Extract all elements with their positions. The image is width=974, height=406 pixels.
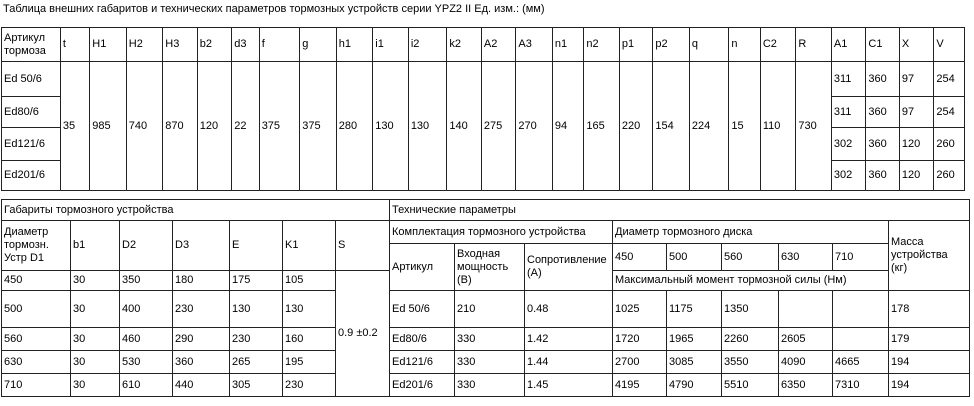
header-cell: K1 bbox=[283, 221, 336, 271]
table-cell: 1025 bbox=[613, 291, 667, 328]
table-cell: 4090 bbox=[779, 351, 833, 374]
table-cell: Ed80/6 bbox=[390, 328, 455, 351]
common-cell: 22 bbox=[232, 62, 259, 191]
table-cell: 254 bbox=[934, 62, 965, 97]
table-cell: 260 bbox=[934, 161, 965, 191]
table-row bbox=[2, 351, 970, 374]
table-cell: 194 bbox=[889, 374, 970, 397]
article-cell: Ed 50/6 bbox=[2, 62, 61, 97]
table-cell: 3085 bbox=[667, 351, 722, 374]
table-cell: 178 bbox=[889, 291, 970, 328]
table-cell: 130 bbox=[230, 291, 283, 328]
header-cell: R bbox=[796, 28, 832, 62]
external-dimensions-table bbox=[1, 27, 965, 191]
table-cell: 4790 bbox=[667, 374, 722, 397]
table-cell: 97 bbox=[899, 62, 934, 97]
table-cell: 530 bbox=[120, 351, 173, 374]
table-cell: 360 bbox=[866, 128, 899, 161]
table-cell: 7310 bbox=[833, 374, 889, 397]
table-cell: 230 bbox=[230, 328, 283, 351]
table-cell: 3550 bbox=[722, 351, 779, 374]
common-cell: 130 bbox=[373, 62, 409, 191]
header-cell: D2 bbox=[120, 221, 173, 271]
common-cell: 35 bbox=[60, 62, 89, 191]
header-cell: b2 bbox=[197, 28, 232, 62]
header-cell: D3 bbox=[173, 221, 230, 271]
common-cell: 130 bbox=[408, 62, 447, 191]
header-cell: C2 bbox=[760, 28, 796, 62]
common-cell: 140 bbox=[447, 62, 482, 191]
disk-diameter-cell: 450 bbox=[613, 244, 667, 271]
header-cell: d3 bbox=[232, 28, 259, 62]
common-cell: 870 bbox=[163, 62, 198, 191]
common-cell: 375 bbox=[300, 62, 337, 191]
header-cell: Сопротивление (А) bbox=[525, 244, 613, 291]
s-value-cell: 0.9 ±0.2 bbox=[336, 271, 390, 397]
table-cell: 610 bbox=[120, 374, 173, 397]
header-cell: A1 bbox=[831, 28, 866, 62]
table-cell: 230 bbox=[283, 374, 336, 397]
common-cell: 375 bbox=[259, 62, 300, 191]
table-caption: Таблица внешних габаритов и технических параметров тормозных устройств серии YPZ2 II Ед. изм.: (мм) bbox=[3, 3, 545, 15]
table-cell: 360 bbox=[173, 351, 230, 374]
table-cell: 311 bbox=[831, 97, 866, 128]
table-cell: 360 bbox=[866, 161, 899, 191]
common-cell: 280 bbox=[336, 62, 373, 191]
table-cell: 179 bbox=[889, 328, 970, 351]
table-cell: 630 bbox=[2, 351, 71, 374]
header-cell: n2 bbox=[584, 28, 620, 62]
common-cell: 94 bbox=[552, 62, 583, 191]
table-cell: 560 bbox=[2, 328, 71, 351]
common-cell: 224 bbox=[689, 62, 729, 191]
table-cell: 1965 bbox=[667, 328, 722, 351]
brake-parameters-table bbox=[1, 199, 970, 397]
header-cell: X bbox=[899, 28, 934, 62]
table-cell: 0.48 bbox=[525, 291, 613, 328]
table-cell: 2605 bbox=[779, 328, 833, 351]
table-cell bbox=[833, 328, 889, 351]
table-cell: 305 bbox=[230, 374, 283, 397]
table-cell: 710 bbox=[2, 374, 71, 397]
table-cell: 311 bbox=[831, 62, 866, 97]
disk-diameter-cell: 630 bbox=[779, 244, 833, 271]
table-cell: 2260 bbox=[722, 328, 779, 351]
table-cell: 120 bbox=[899, 128, 934, 161]
header-cell: n1 bbox=[552, 28, 583, 62]
header-cell: p2 bbox=[653, 28, 690, 62]
header-cell: H2 bbox=[126, 28, 163, 62]
table-cell: 2700 bbox=[613, 351, 667, 374]
article-cell: Ed121/6 bbox=[2, 128, 61, 161]
table-cell: 210 bbox=[455, 291, 525, 328]
common-cell: 154 bbox=[653, 62, 690, 191]
table-row bbox=[2, 62, 965, 97]
header-cell: i1 bbox=[373, 28, 409, 62]
article-cell: Ed80/6 bbox=[2, 97, 61, 128]
common-cell: 110 bbox=[760, 62, 796, 191]
table-cell: 175 bbox=[230, 271, 283, 291]
header-cell: g bbox=[300, 28, 337, 62]
table-cell: 1.42 bbox=[525, 328, 613, 351]
table-cell: 330 bbox=[455, 374, 525, 397]
table-cell: 460 bbox=[120, 328, 173, 351]
disk-diameter-cell: 560 bbox=[722, 244, 779, 271]
table-cell: 500 bbox=[2, 291, 71, 328]
common-cell: 730 bbox=[796, 62, 832, 191]
table-cell: 450 bbox=[2, 271, 71, 291]
article-cell: Ed201/6 bbox=[2, 161, 61, 191]
table-cell: 30 bbox=[71, 271, 120, 291]
header-cell: Артикул тормоза bbox=[2, 28, 61, 62]
header-cell: E bbox=[230, 221, 283, 271]
table-cell: 180 bbox=[173, 271, 230, 291]
mass-title-cell: Масса устройства (кг) bbox=[889, 221, 970, 291]
header-cell: h1 bbox=[336, 28, 373, 62]
table-cell: 30 bbox=[71, 328, 120, 351]
header-row bbox=[2, 28, 965, 62]
header-cell: k2 bbox=[447, 28, 482, 62]
table-cell: 1350 bbox=[722, 291, 779, 328]
table-cell: 105 bbox=[283, 271, 336, 291]
header-cell: Артикул bbox=[390, 244, 455, 291]
header-cell: A2 bbox=[481, 28, 516, 62]
common-cell: 740 bbox=[126, 62, 163, 191]
table-cell: 1720 bbox=[613, 328, 667, 351]
table-cell: 330 bbox=[455, 328, 525, 351]
table-cell: 230 bbox=[173, 291, 230, 328]
header-cell: Входная мощность (В) bbox=[455, 244, 525, 291]
disk-diameter-cell: 500 bbox=[667, 244, 722, 271]
header-cell: p1 bbox=[619, 28, 652, 62]
table-cell bbox=[833, 291, 889, 328]
header-cell: q bbox=[689, 28, 729, 62]
table-cell: 265 bbox=[230, 351, 283, 374]
kit-title-cell: Комплектация тормозного устройства bbox=[390, 221, 613, 244]
header-cell: i2 bbox=[408, 28, 447, 62]
torque-title-cell: Максимальный момент тормозной силы (Нм) bbox=[613, 271, 889, 291]
table-row bbox=[2, 328, 970, 351]
table-cell: 350 bbox=[120, 271, 173, 291]
common-cell: 220 bbox=[619, 62, 652, 191]
table-cell: 440 bbox=[173, 374, 230, 397]
common-cell: 165 bbox=[584, 62, 620, 191]
header-cell: V bbox=[934, 28, 965, 62]
table-cell: 4195 bbox=[613, 374, 667, 397]
table-cell: 1175 bbox=[667, 291, 722, 328]
table-cell: 30 bbox=[71, 291, 120, 328]
table-cell: 6350 bbox=[779, 374, 833, 397]
header-cell: t bbox=[60, 28, 89, 62]
table-cell: 400 bbox=[120, 291, 173, 328]
table-cell: 30 bbox=[71, 351, 120, 374]
table-cell: Ed201/6 bbox=[390, 374, 455, 397]
table-cell: 195 bbox=[283, 351, 336, 374]
header-cell: H1 bbox=[90, 28, 127, 62]
header-cell: C1 bbox=[866, 28, 899, 62]
common-cell: 985 bbox=[90, 62, 127, 191]
table-cell bbox=[779, 291, 833, 328]
common-cell: 275 bbox=[481, 62, 516, 191]
table-cell: 120 bbox=[899, 161, 934, 191]
table-cell: 4665 bbox=[833, 351, 889, 374]
table-cell: 260 bbox=[934, 128, 965, 161]
table-row bbox=[2, 291, 970, 328]
table-cell: 5510 bbox=[722, 374, 779, 397]
header-cell: b1 bbox=[71, 221, 120, 271]
table-cell: 290 bbox=[173, 328, 230, 351]
table-cell: 130 bbox=[283, 291, 336, 328]
table-cell: 254 bbox=[934, 97, 965, 128]
dimensions-section-title: Габариты тормозного устройства bbox=[2, 200, 390, 221]
table-row bbox=[2, 374, 970, 397]
technical-section-title: Технические параметры bbox=[390, 200, 970, 221]
header-cell: A3 bbox=[516, 28, 553, 62]
section-title-row bbox=[2, 200, 970, 221]
header-row bbox=[2, 221, 970, 244]
table-cell: 160 bbox=[283, 328, 336, 351]
table-cell: 330 bbox=[455, 351, 525, 374]
table-cell: 302 bbox=[831, 128, 866, 161]
table-cell: 97 bbox=[899, 97, 934, 128]
table-cell: 30 bbox=[71, 374, 120, 397]
header-cell: S bbox=[336, 221, 390, 271]
disk-diameter-cell: 710 bbox=[833, 244, 889, 271]
header-cell: Диаметр тормозн. Устр D1 bbox=[2, 221, 71, 271]
table-cell: Ed121/6 bbox=[390, 351, 455, 374]
table-cell: 1.45 bbox=[525, 374, 613, 397]
common-cell: 15 bbox=[729, 62, 760, 191]
header-cell: f bbox=[259, 28, 300, 62]
table-cell: 1.44 bbox=[525, 351, 613, 374]
table-cell: 360 bbox=[866, 97, 899, 128]
common-cell: 270 bbox=[516, 62, 553, 191]
table-cell: Ed 50/6 bbox=[390, 291, 455, 328]
header-cell: n bbox=[729, 28, 760, 62]
table-cell: 302 bbox=[831, 161, 866, 191]
table-cell: 194 bbox=[889, 351, 970, 374]
disk-title-cell: Диаметр тормозного диска bbox=[613, 221, 889, 244]
header-cell: H3 bbox=[163, 28, 198, 62]
common-cell: 120 bbox=[197, 62, 232, 191]
table-cell: 360 bbox=[866, 62, 899, 97]
